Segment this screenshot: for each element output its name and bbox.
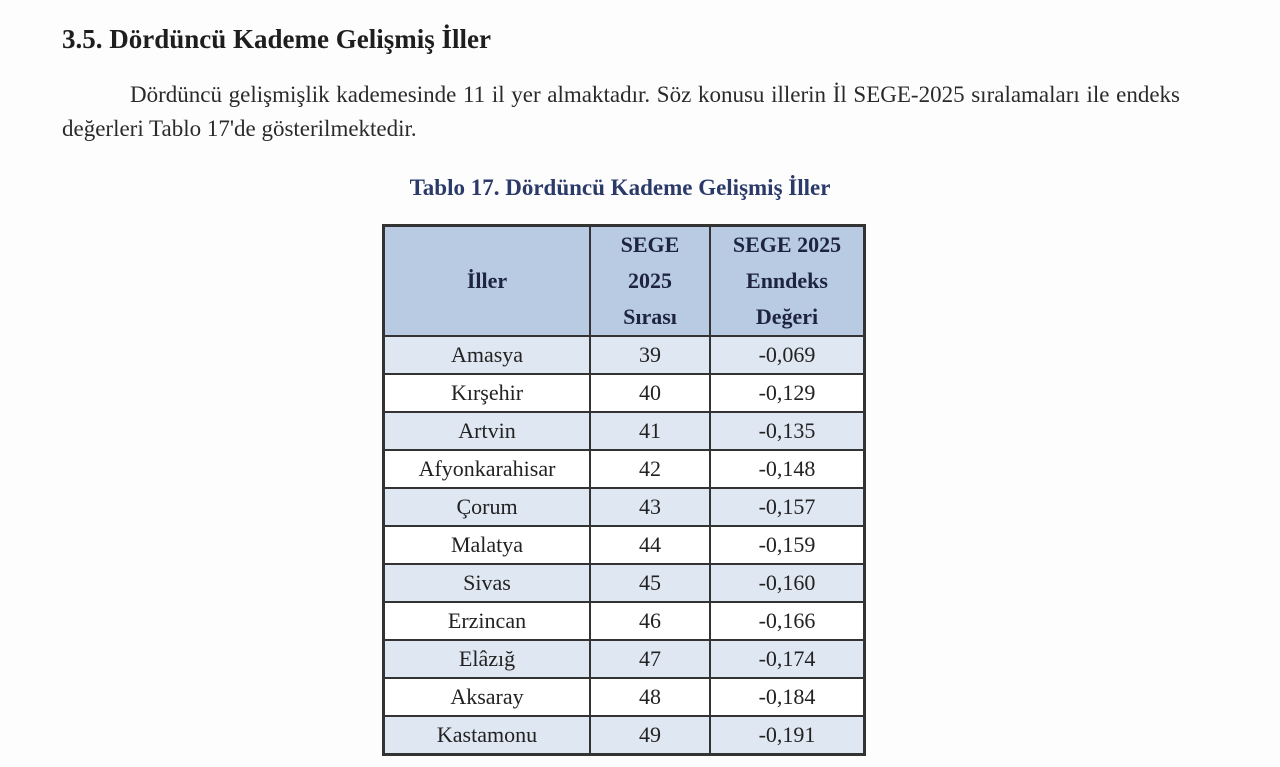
index-cell: -0,160 (710, 564, 865, 602)
table-row (384, 564, 865, 602)
table-row (384, 412, 865, 450)
rank-cell: 48 (590, 678, 710, 716)
province-cell: Afyonkarahisar (384, 450, 591, 488)
header-provinces: İller (384, 226, 591, 337)
provinces-table (382, 224, 866, 756)
table-row (384, 640, 865, 678)
province-cell: Erzincan (384, 602, 591, 640)
table-row (384, 374, 865, 412)
rank-cell: 39 (590, 336, 710, 374)
province-cell: Malatya (384, 526, 591, 564)
header-rank: SEGE 2025 Sırası (590, 226, 710, 337)
rank-cell: 40 (590, 374, 710, 412)
index-cell: -0,184 (710, 678, 865, 716)
province-cell: Kırşehir (384, 374, 591, 412)
rank-cell: 47 (590, 640, 710, 678)
province-cell: Artvin (384, 412, 591, 450)
header-index: SEGE 2025 Enndeks Değeri (710, 226, 865, 337)
rank-cell: 41 (590, 412, 710, 450)
province-cell: Elâzığ (384, 640, 591, 678)
table-row (384, 488, 865, 526)
province-cell: Kastamonu (384, 716, 591, 755)
province-cell: Çorum (384, 488, 591, 526)
index-cell: -0,159 (710, 526, 865, 564)
index-cell: -0,069 (710, 336, 865, 374)
table-row (384, 602, 865, 640)
table-row (384, 716, 865, 755)
table-row (384, 336, 865, 374)
index-cell: -0,135 (710, 412, 865, 450)
table-row (384, 678, 865, 716)
rank-cell: 42 (590, 450, 710, 488)
rank-cell: 43 (590, 488, 710, 526)
section-heading: 3.5. Dördüncü Kademe Gelişmiş İller (62, 24, 491, 54)
index-cell: -0,129 (710, 374, 865, 412)
province-cell: Sivas (384, 564, 591, 602)
table-row (384, 450, 865, 488)
index-cell: -0,166 (710, 602, 865, 640)
rank-cell: 45 (590, 564, 710, 602)
province-cell: Aksaray (384, 678, 591, 716)
index-cell: -0,148 (710, 450, 865, 488)
table-caption: Tablo 17. Dördüncü Kademe Gelişmiş İller (409, 175, 831, 200)
province-cell: Amasya (384, 336, 591, 374)
rank-cell: 44 (590, 526, 710, 564)
table-header-row (384, 226, 865, 337)
rank-cell: 46 (590, 602, 710, 640)
index-cell: -0,174 (710, 640, 865, 678)
rank-cell: 49 (590, 716, 710, 755)
table-row (384, 526, 865, 564)
index-cell: -0,157 (710, 488, 865, 526)
index-cell: -0,191 (710, 716, 865, 755)
body-paragraph: Dördüncü gelişmişlik kademesinde 11 il yer almaktadır. Söz konusu illerin İl SEGE-2025 sıralamaları ile endeks değerleri Tablo 17'de gösterilmektedir. (62, 82, 1180, 141)
